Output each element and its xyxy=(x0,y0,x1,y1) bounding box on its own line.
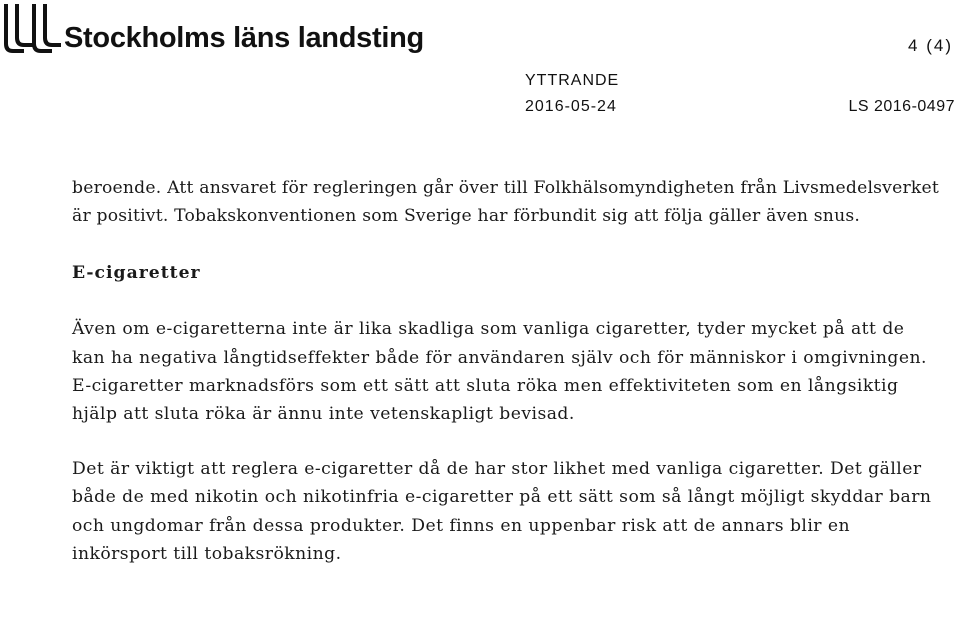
document-date: 2016-05-24 xyxy=(525,98,617,115)
document-body xyxy=(72,174,942,568)
sll-logo xyxy=(4,2,62,54)
section-heading: E-cigaretter xyxy=(72,262,201,283)
org-name: Stockholms läns landsting xyxy=(64,22,424,54)
document-type: YTTRANDE xyxy=(525,72,620,89)
document-reference: LS 2016-0497 xyxy=(848,98,955,115)
intro-paragraph: beroende. Att ansvaret för regleringen går över till Folkhälsomyndigheten från Livsmedelsverket är positivt. Tobakskonventionen som Sverige har förbundit sig att följa gäller även snus. xyxy=(72,178,939,227)
page-number: 4 (4) xyxy=(908,36,953,55)
paragraph-1: Även om e-cigaretterna inte är lika skadliga som vanliga cigaretter, tyder mycket på att de kan ha negativa långtidseffekter både för användaren själv och för människor i omgivningen. E-cigaretter marknadsförs som ett sätt att sluta röka men effektiviteten som en långsiktig hjälp att sluta röka är ännu inte vetenskapligt bevisad. xyxy=(72,319,927,425)
sll-logo-mark xyxy=(4,4,62,54)
paragraph-2: Det är viktigt att reglera e-cigaretter då de har stor likhet med vanliga cigaretter. Det gäller både de med nikotin och nikotinfria e-cigaretter på ett sätt som så långt möjligt skyddar barn och ungdomar från dessa produkter. Det finns en uppenbar risk att de annars blir en inkörsport till tobaksrökning. xyxy=(72,458,932,565)
